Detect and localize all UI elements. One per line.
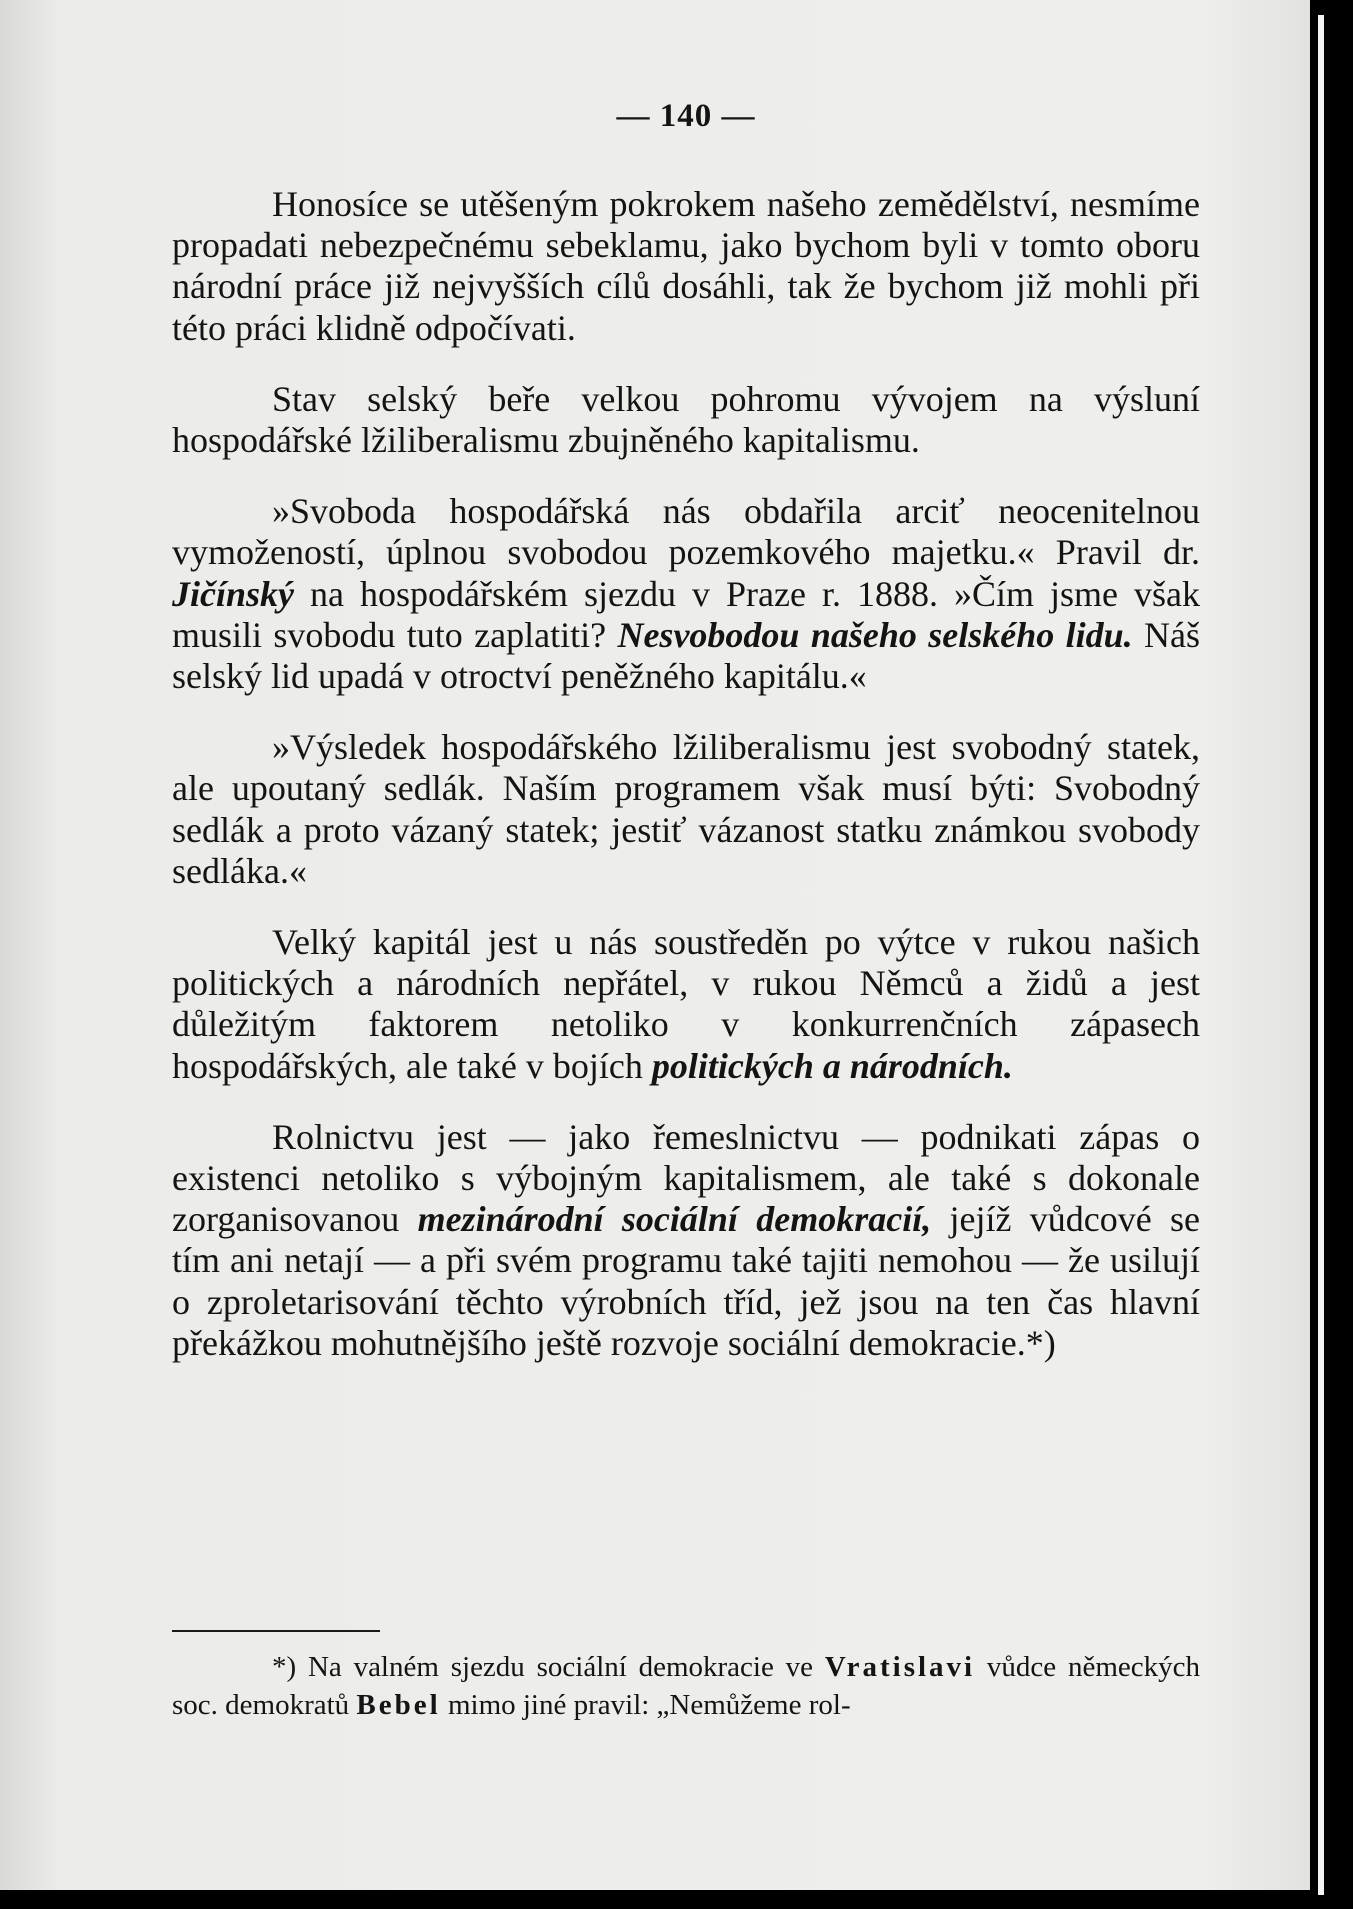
page-number: — 140 —: [616, 98, 756, 134]
footnote-middle: vůdce německých soc. demokratů: [172, 1651, 1200, 1721]
footnote-person: Bebel: [356, 1689, 441, 1721]
footnote-after: mimo jiné pravil: „Nemůžeme rol-: [440, 1689, 851, 1721]
paragraph-3-after: Náš selský lid upadá v otroctví peněžného kapitálu.«: [172, 614, 1200, 697]
paragraph-3-emphasis: Nesvobodou našeho selského lidu.: [617, 614, 1133, 655]
paragraph-3-middle: na hospodářském sjezdu v Praze r. 1888. »Čím jsme však musili svobodu tuto zaplatiti?: [172, 573, 1200, 655]
footnote-city: Vratislavi: [824, 1651, 976, 1683]
footnote-before: *) Na valném sjezdu sociální demokracie ve: [272, 1651, 825, 1683]
paragraph-3-before: »Svoboda hospodářská nás obdařila arciť neocenitelnou vymožeností, úplnou svobodou pozemkového majetku.« Pravil dr.: [172, 491, 1200, 573]
person-name-jicinsky: Jičínský: [172, 573, 294, 614]
scan-border: [1310, 0, 1353, 1909]
body-text: [172, 184, 1200, 1364]
footnote: [172, 1648, 1200, 1724]
footnote-divider: [172, 1630, 380, 1632]
paragraph-5-before: Velký kapitál jest u nás soustředěn po výtce v rukou našich politických a národních nepřátel, v rukou Němců a židů a jest důležitým faktorem netoliko v konkurrenčních zápasech hospodářských, ale také v bojích: [172, 922, 1200, 1086]
paragraph-6-before: Rolnictvu jest — jako řemeslnictvu — podnikati zápas o existenci netoliko s výbojným kapitalismem, ale také s dokonale zorganisovanou: [172, 1116, 1200, 1240]
paragraph-1: Honosíce se utěšeným pokrokem našeho zemědělství, nesmíme propadati nebezpečnému sebeklamu, jako bychom byli v tomto oboru národní práce již nejvyšších cílů dosáhli, tak že bychom již mohli při této práci klidně odpočívati.: [172, 184, 1200, 348]
paragraph-6-after: jejíž vůdcové se tím ani netají — a při svém programu také tajiti nemohou — že usilují o zproletarisování těchto výrobních tříd, jež jsou na ten čas hlavní překážkou mohutnějšího ještě rozvoje sociální demokracie.*): [172, 1199, 1200, 1363]
paragraph-5: [172, 922, 1200, 1087]
paragraph-2: Stav selský beře velkou pohromu vývojem na výsluní hospodářské lžiliberalismu zbujněného kapitalismu.: [172, 378, 1200, 461]
paragraph-4: »Výsledek hospodářského lžiliberalismu jest svobodný statek, ale upoutaný sedlák. Naším programem však musí býti: Svobodný sedlák a proto vázaný statek; jestiť vázanost statku známkou svobody sedláka.«: [172, 727, 1200, 891]
paragraph-5-emphasis: politických a národních.: [651, 1045, 1013, 1086]
paragraph-3: [172, 491, 1200, 697]
paragraph-6-emphasis: mezinárodní sociální demokracií,: [417, 1199, 932, 1240]
paragraph-6: [172, 1117, 1200, 1364]
scan-edge-line: [1318, 15, 1324, 1895]
